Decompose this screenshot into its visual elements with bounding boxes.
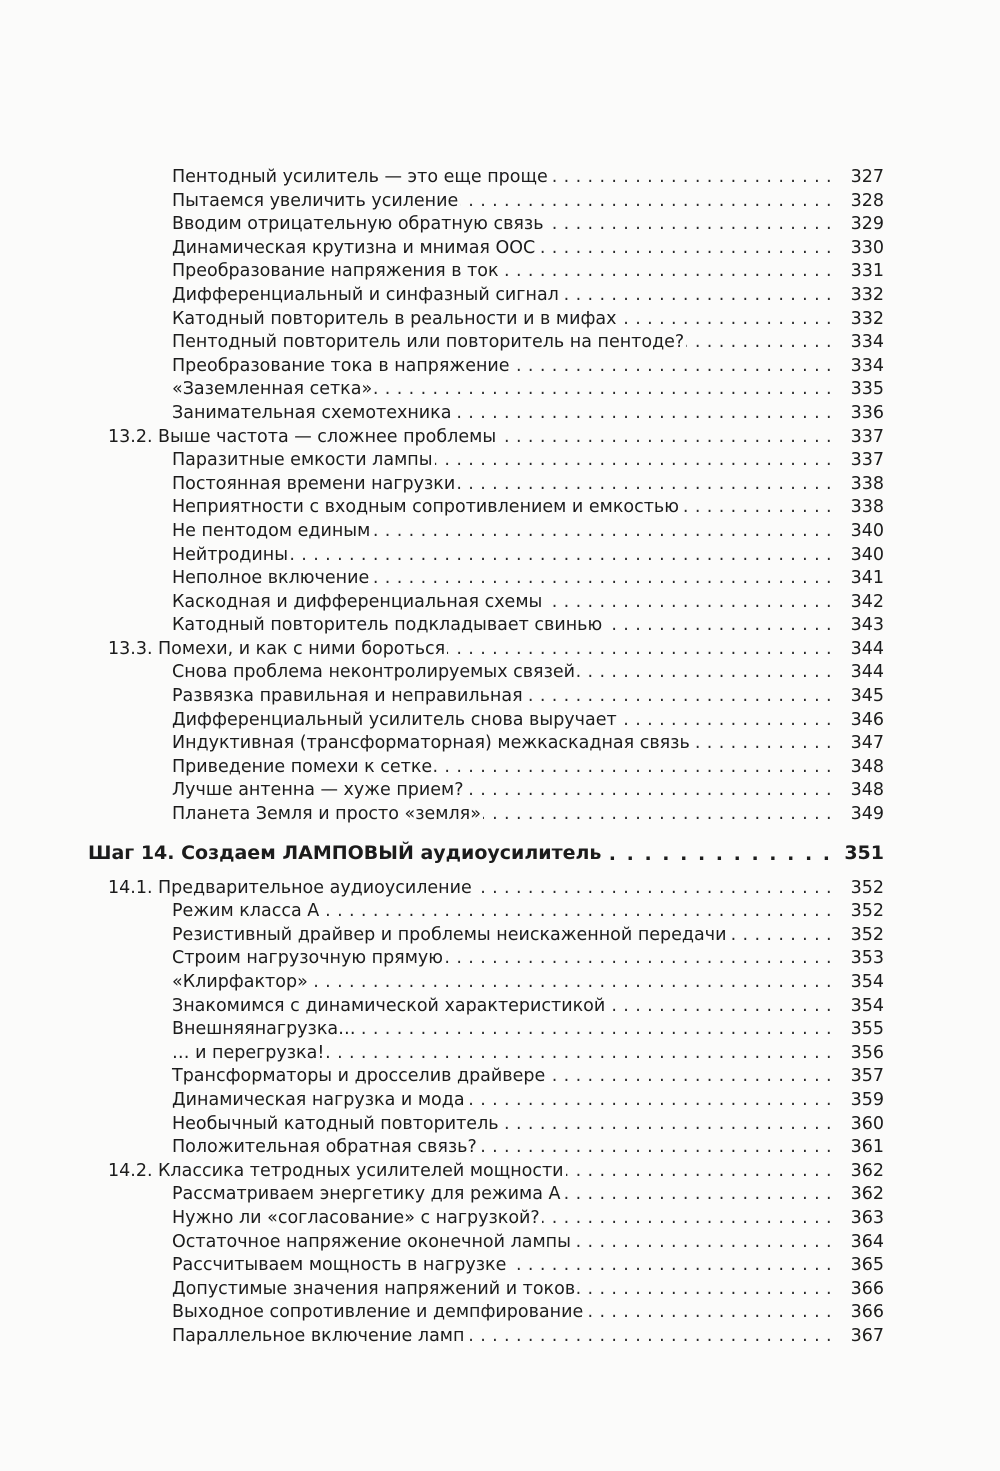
dot-leader: [566, 1160, 832, 1184]
dot-leader: [619, 709, 832, 733]
toc-page-number: 331: [850, 261, 884, 282]
toc-entry: [0, 1278, 884, 1302]
toc-page-number: 346: [850, 709, 884, 730]
toc-entry: [0, 1113, 884, 1137]
toc-entry: [0, 496, 884, 520]
toc-page-number: 349: [850, 804, 884, 825]
toc-entry: [0, 732, 884, 756]
toc-entry-title: Резистивный драйвер и проблемы неискаженной передачи: [172, 924, 727, 945]
toc-page-number: 359: [850, 1089, 884, 1110]
toc-entry-title: Дифференциальный и синфазный сигнал: [172, 284, 559, 305]
toc-entry-title: «Заземленная сетка»: [172, 379, 373, 400]
toc-entry-title: Допустимые значения напряжений и токов: [172, 1278, 576, 1299]
toc-page-number: 337: [850, 450, 884, 471]
toc-entry: [0, 614, 884, 638]
toc-section-title: Классика тетродных усилителей мощности: [158, 1160, 564, 1181]
toc-section-number: 14.1.: [108, 877, 153, 898]
toc-entry-title: Неприятности с входным сопротивлением и емкостью: [172, 497, 679, 518]
dot-leader: [544, 591, 832, 615]
dot-leader: [542, 1207, 832, 1231]
toc-entry: [0, 591, 884, 615]
toc-page-number: 337: [850, 426, 884, 447]
toc-entry: [0, 709, 884, 733]
toc-section-number: 13.3.: [108, 638, 153, 659]
toc-page-number: 327: [850, 167, 884, 187]
toc-entry-title: Не пентодом единым: [172, 520, 371, 541]
toc-page-number: 341: [850, 568, 884, 589]
toc-entry-title: Режим класса А: [172, 901, 320, 922]
toc-entry-title: Динамическая нагрузка и мода: [172, 1089, 465, 1110]
dot-leader: [681, 496, 832, 520]
toc-page-number: 356: [850, 1042, 884, 1063]
toc-page-number: 329: [850, 214, 884, 235]
toc-entry: [0, 237, 884, 261]
toc-page-number: 354: [850, 995, 884, 1016]
dot-leader: [692, 732, 832, 756]
toc-page-number: 353: [850, 948, 884, 969]
toc-entry: [0, 661, 884, 685]
toc-entry: [0, 1136, 884, 1160]
dot-leader: [561, 284, 832, 308]
toc-entry-title: Развязка правильная и неправильная: [172, 686, 523, 707]
dot-leader: [512, 355, 832, 379]
toc-page-number: 354: [850, 972, 884, 992]
toc-page-number: 340: [850, 520, 884, 541]
dot-leader: [508, 1254, 832, 1278]
toc-page-number: 360: [850, 1113, 884, 1134]
toc-section-number: 13.2.: [108, 426, 153, 447]
toc-entry-title: Положительная обратная связь?: [172, 1137, 477, 1158]
toc-entry-title: Знакомимся с динамической характеристикой: [172, 995, 606, 1016]
toc-entry: [0, 1301, 884, 1325]
toc-entry-title: Преобразование напряжения в ток: [172, 261, 499, 282]
toc-entry: [0, 378, 884, 402]
toc-page-number: 352: [850, 924, 884, 945]
toc-entry-title: Рассчитываем мощность в нагрузке: [172, 1255, 507, 1276]
toc-page-number: 330: [850, 237, 884, 258]
toc-entry-title: Трансформаторы и дросселив драйвере: [172, 1066, 546, 1087]
toc-entry-title: … и перегрузка!: [172, 1042, 325, 1063]
toc-entry-title: Катодный повторитель в реальности и в мифах: [172, 308, 617, 329]
toc-entry-title: Неполное включение: [172, 568, 370, 589]
toc-entry-title: Снова проблема неконтролируемых связей: [172, 662, 576, 683]
toc-page-number: 367: [850, 1325, 884, 1346]
toc-entry-title: Лучше антенна — хуже прием?: [172, 780, 464, 801]
toc-section-entry: [0, 1160, 884, 1184]
toc-page-number: 357: [850, 1066, 884, 1087]
dot-leader: [537, 237, 832, 261]
toc-entry-title: Остаточное напряжение оконечной лампы: [172, 1231, 571, 1252]
dot-leader: [467, 1089, 832, 1113]
toc-page-number: 344: [850, 638, 884, 659]
dot-leader: [603, 837, 832, 871]
dot-leader: [525, 685, 832, 709]
dot-leader: [310, 971, 832, 995]
toc-page-number: 364: [850, 1231, 884, 1252]
dot-leader: [466, 779, 832, 803]
toc-entry-title: Шаг 14. Создаем ЛАМПОВЫЙ аудиоусилитель: [88, 841, 602, 864]
dot-leader: [479, 1136, 832, 1160]
toc-entry: [0, 900, 884, 924]
toc-page-number: 332: [850, 308, 884, 329]
toc-section-title: Предварительное аудиоусиление: [158, 877, 472, 898]
toc-entry: [0, 260, 884, 284]
toc-page-number: 352: [850, 901, 884, 922]
toc-entry-title: Выходное сопротивление и демпфирование: [172, 1302, 584, 1323]
toc-page-number: 361: [850, 1137, 884, 1158]
toc-page-number: 345: [850, 686, 884, 707]
toc-section-title: Выше частота — сложнее проблемы: [158, 426, 497, 447]
toc-entry: [0, 544, 884, 568]
toc-entry: [0, 402, 884, 426]
dot-leader: [321, 900, 832, 924]
toc-page-number: 338: [850, 497, 884, 518]
toc-entry: [0, 473, 884, 497]
toc-entry: [0, 756, 884, 780]
toc-entry: [0, 213, 884, 237]
toc-page-number: 340: [850, 544, 884, 565]
toc-entry-title: Динамическая крутизна и мнимая ООС: [172, 237, 536, 258]
dot-leader: [686, 331, 832, 355]
toc-entry: [0, 567, 884, 591]
toc-entry-title: Каскодная и дифференциальная схемы: [172, 591, 543, 612]
toc-entry: [0, 685, 884, 709]
toc-entry-title: Параллельное включение ламп: [172, 1325, 465, 1346]
toc-entry: [0, 924, 884, 948]
dot-leader: [562, 1183, 832, 1207]
toc-entry: [0, 1183, 884, 1207]
toc-entry-title: Необычный катодный повторитель: [172, 1113, 499, 1134]
toc-page-number: 351: [844, 841, 884, 864]
dot-leader: [501, 260, 832, 284]
dot-leader: [546, 213, 832, 237]
toc-entry: [0, 1042, 884, 1066]
dot-leader: [501, 1113, 832, 1137]
dot-leader: [453, 402, 832, 426]
dot-leader: [604, 614, 832, 638]
toc-entry: [0, 1325, 884, 1349]
toc-entry-title: Преобразование тока в напряжение: [172, 355, 510, 376]
dot-leader: [460, 190, 832, 214]
dot-leader: [474, 877, 832, 901]
dot-leader: [372, 520, 832, 544]
toc-entry: [0, 331, 884, 355]
toc-entry: [0, 1254, 884, 1278]
toc-chapter-entry: [0, 837, 884, 871]
toc-page-number: 336: [850, 402, 884, 423]
toc-entry: [0, 995, 884, 1019]
toc-entry: [0, 166, 884, 190]
dot-leader: [498, 426, 832, 450]
dot-leader: [577, 1278, 832, 1302]
toc-page-number: 347: [850, 733, 884, 754]
toc-page-number: 362: [850, 1160, 884, 1181]
toc-entry-title: Вводим отрицательную обратную связь: [172, 214, 544, 235]
toc-page-number: 332: [850, 284, 884, 305]
toc-page-number: 352: [850, 877, 884, 898]
toc-page-number: 328: [850, 190, 884, 211]
toc-section-entry: [0, 638, 884, 662]
toc-entry-title: Нужно ли «согласование» с нагрузкой?: [172, 1207, 540, 1228]
toc-entry-title: Планета Земля и просто «земля»: [172, 804, 481, 825]
toc-page-number: 362: [850, 1184, 884, 1205]
toc-entry-title: Занимательная схемотехника: [172, 402, 452, 423]
toc-entry-title: Строим нагрузочную прямую: [172, 948, 444, 969]
toc-page-number: 334: [850, 332, 884, 353]
toc-page-number: 344: [850, 662, 884, 683]
dot-leader: [483, 803, 832, 827]
toc-section-number: 14.2.: [108, 1160, 153, 1181]
toc-page-number: 355: [850, 1019, 884, 1040]
toc-page-number: 342: [850, 591, 884, 612]
toc-entry: [0, 1089, 884, 1113]
toc-entry: [0, 947, 884, 971]
dot-leader: [619, 308, 832, 332]
toc-section-entry: [0, 877, 884, 901]
dot-leader: [457, 473, 832, 497]
toc-entry: [0, 779, 884, 803]
dot-leader: [577, 661, 832, 685]
dot-leader: [358, 1018, 832, 1042]
toc-page-number: 363: [850, 1207, 884, 1228]
dot-leader: [445, 947, 832, 971]
dot-leader: [371, 567, 832, 591]
dot-leader: [550, 166, 832, 190]
dot-leader: [435, 449, 832, 473]
toc-section-title: Помехи, и как с ними бороться: [158, 638, 446, 659]
dot-leader: [326, 1042, 832, 1066]
toc-entry-title: Постоянная времени нагрузки: [172, 473, 456, 494]
toc-page-number: 365: [850, 1255, 884, 1276]
dot-leader: [374, 378, 832, 402]
toc-section-entry: [0, 426, 884, 450]
toc-entry: [0, 971, 884, 995]
dot-leader: [607, 995, 832, 1019]
toc-entry-title: Пентодный усилитель — это еще проще: [172, 167, 548, 187]
toc-entry-title: [108, 426, 498, 450]
toc-entry: [0, 1018, 884, 1042]
toc-page-number: 338: [850, 473, 884, 494]
dot-leader: [466, 1325, 832, 1349]
toc-page-number: 335: [850, 379, 884, 400]
toc-page-number: 348: [850, 780, 884, 801]
toc-entry: [0, 308, 884, 332]
toc-entry-title: Дифференциальный усилитель снова выручает: [172, 709, 617, 730]
toc-entry-title: Пытаемся увеличить усиление: [172, 190, 459, 211]
toc-entry-title: Нейтродины: [172, 544, 289, 565]
toc-entry-title: «Клирфактор»: [172, 972, 308, 992]
dot-leader: [434, 756, 832, 780]
toc-entry: [0, 190, 884, 214]
table-of-contents: [0, 166, 1000, 1349]
toc-page-number: 366: [850, 1278, 884, 1299]
dot-leader: [585, 1301, 832, 1325]
dot-leader: [547, 1065, 832, 1089]
toc-page-number: 366: [850, 1302, 884, 1323]
toc-entry-title: Рассматриваем энергетику для режима А: [172, 1184, 561, 1205]
toc-entry: [0, 803, 884, 827]
toc-entry: [0, 449, 884, 473]
toc-entry: [0, 1231, 884, 1255]
toc-entry-title: Паразитные емкости лампы: [172, 450, 433, 471]
toc-entry-title: Индуктивная (трансформаторная) межкаскадная связь: [172, 733, 690, 754]
toc-entry-title: Пентодный повторитель или повторитель на пентоде?: [172, 332, 685, 353]
toc-entry: [0, 1065, 884, 1089]
toc-entry-title: Приведение помехи к сетке: [172, 756, 433, 777]
dot-leader: [728, 924, 832, 948]
toc-entry-title: [108, 1160, 566, 1184]
toc-page-number: 343: [850, 615, 884, 636]
toc-entry: [0, 520, 884, 544]
toc-entry-title: Внешняянагрузка…: [172, 1019, 356, 1040]
toc-entry: [0, 355, 884, 379]
dot-leader: [573, 1231, 832, 1255]
toc-entry: [0, 284, 884, 308]
dot-leader: [447, 638, 832, 662]
toc-entry: [0, 1207, 884, 1231]
toc-entry-title: [108, 638, 447, 662]
toc-page-number: 334: [850, 355, 884, 376]
toc-entry-title: [108, 877, 474, 901]
dot-leader: [290, 544, 832, 568]
toc-entry-title: Катодный повторитель подкладывает свинью: [172, 615, 603, 636]
toc-page-number: 348: [850, 756, 884, 777]
